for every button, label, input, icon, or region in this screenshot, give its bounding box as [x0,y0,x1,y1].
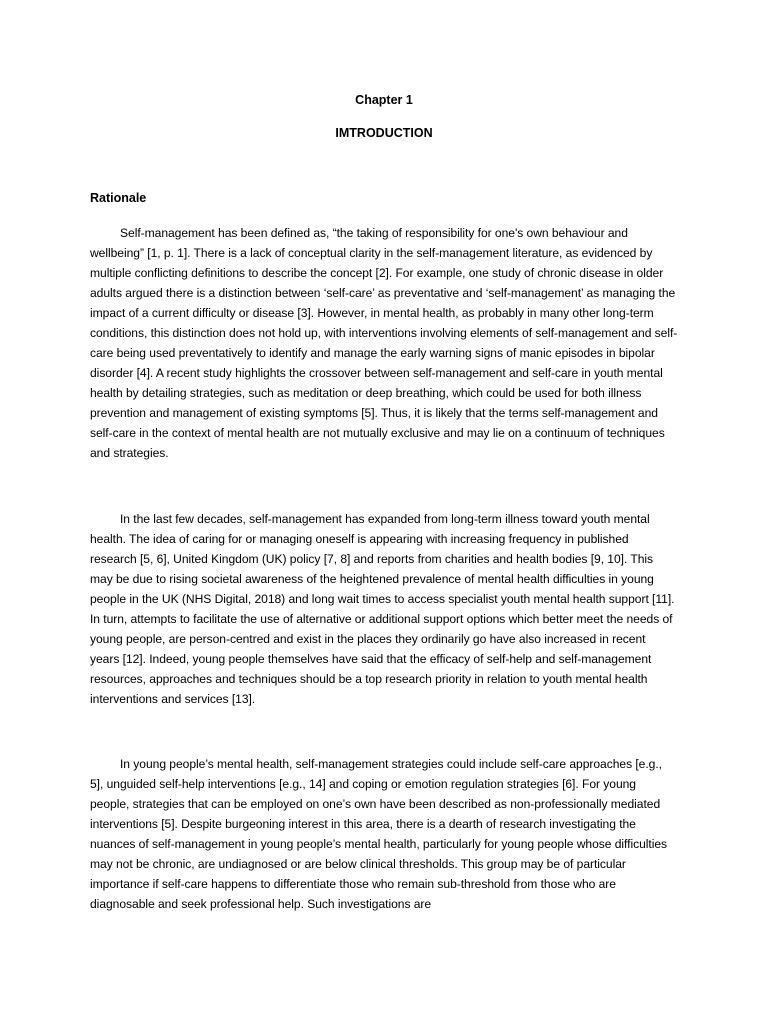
body-paragraph-1: Self-management has been defined as, “the taking of responsibility for one's own behaviour and wellbeing” [1, p. 1]. There is a lack of conceptual clarity in the self-management literature, as evidenced by multiple conflicting definitions to describe the concept [2]. For example, one study of chronic disease in older adults argued there is a distinction between ‘self-care’ as preventative and ‘self-management’ as managing the impact of a current difficulty or disease [3]. However, in mental health, as probably in many other long-term conditions, this distinction does not hold up, with interventions involving elements of self-management and self-care being used preventatively to identify and manage the early warning signs of manic episodes in bipolar disorder [4]. A recent study highlights the crossover between self-management and self-care in youth mental health by detailing strategies, such as meditation or deep breathing, which could be used for both illness prevention and management of existing symptoms [5]. Thus, it is likely that the terms self-management and self-care in the context of mental health are not mutually exclusive and may lie on a continuum of techniques and strategies. [90,226,678,460]
chapter-label: Chapter 1 [355,93,413,107]
chapter-title: IMTRODUCTION [335,126,433,140]
body-paragraph-3: In young people’s mental health, self-management strategies could include self-care approaches [e.g., 5], unguided self-help interventions [e.g., 14] and coping or emotion regulation strategies [6]. For young people, strategies that can be employed on one’s own have been described as non-professionally mediated interventions [5]. Despite burgeoning interest in this area, there is a dearth of research investigating the nuances of self-management in young people’s mental health, particularly for young people whose difficulties may not be chronic, are undiagnosed or are below clinical thresholds. This group may be of particular importance if self-care happens to differentiate those who remain sub-threshold from those who are diagnosable and seek professional help. Such investigations are [90,757,668,911]
body-paragraph-2: In the last few decades, self-management has expanded from long-term illness toward youth mental health. The idea of caring for or managing oneself is appearing with increasing frequency in published research [5, 6], United Kingdom (UK) policy [7, 8] and reports from charities and health bodies [9, 10]. This may be due to rising societal awareness of the heightened prevalence of mental health difficulties in young people in the UK (NHS Digital, 2018) and long wait times to access specialist youth mental health support [11]. In turn, attempts to facilitate the use of alternative or additional support options which better meet the needs of young people, are person-centred and exist in the places they ordinarily go have also increased in recent years [12]. Indeed, young people themselves have said that the efficacy of self-help and self-management resources, approaches and techniques should be a top research priority in relation to youth mental health interventions and services [13]. [90,512,675,706]
section-heading: Rationale [90,191,147,205]
